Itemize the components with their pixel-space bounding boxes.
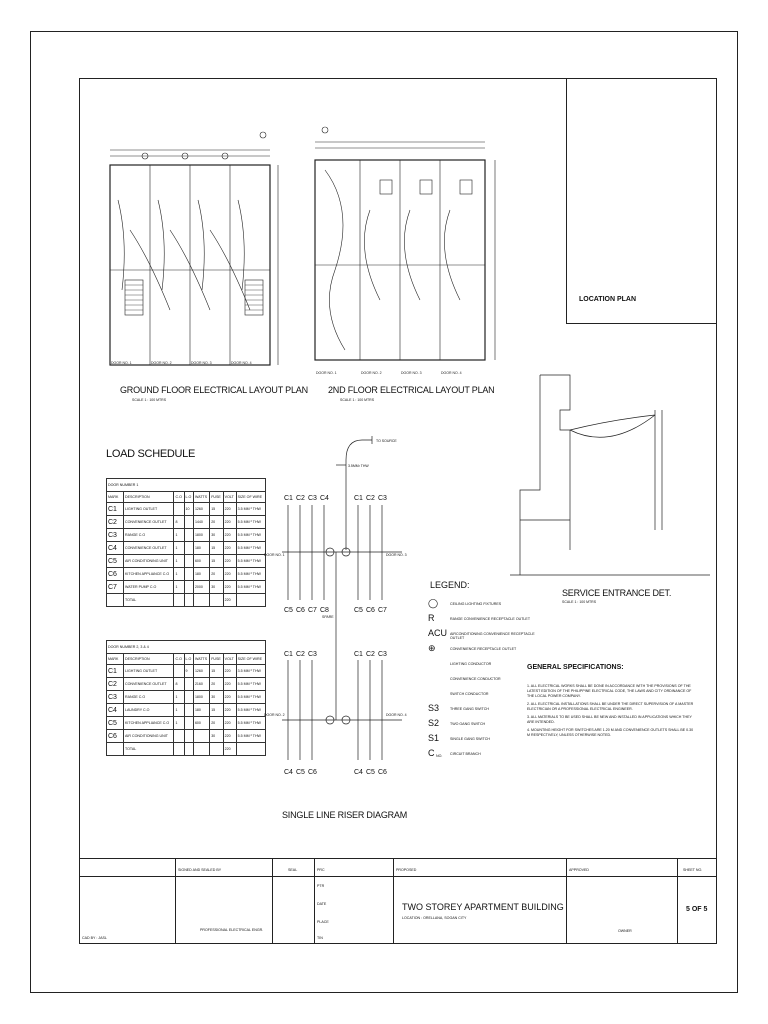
table-cell-fuse: 20	[210, 568, 223, 581]
table-row	[107, 581, 266, 594]
legend-label: SWITCH CONDUCTOR	[450, 692, 489, 696]
table-cell-desc: CONVENIENCE OUTLET	[124, 542, 174, 555]
legend-label: SINGLE GANG SWITCH	[450, 737, 490, 741]
table-cell-lo	[184, 743, 193, 756]
header-cell: SIZE OF WIRE	[236, 492, 265, 503]
table-cell-mark: C6	[107, 568, 124, 581]
table-cell-lo	[184, 678, 193, 691]
riser-circuit-label: C3	[308, 651, 317, 658]
header-cell: DESCRIPTION	[124, 654, 174, 665]
table-cell-wire: 5.5 MM ² THW	[236, 678, 265, 691]
riser-circuit-label: C4	[284, 769, 293, 776]
riser-circuit-label: C4	[320, 495, 329, 502]
load-schedule-title: LOAD SCHEDULE	[106, 448, 196, 460]
table-row	[107, 691, 266, 704]
table-cell-wire: 5.5 MM ² THW	[236, 581, 265, 594]
table-cell-co: 1	[174, 704, 184, 717]
table-cell-wire: 5.5 MM ² THW	[236, 542, 265, 555]
table-cell-watts	[193, 594, 209, 607]
table-cell-watts: 1260	[193, 503, 209, 516]
table-cell-desc: LIGHTING OUTLET	[124, 665, 174, 678]
table-row	[107, 555, 266, 568]
table-cell-fuse	[210, 743, 223, 756]
drawn-by-label: CAD BY : JASL	[82, 936, 107, 940]
riser-circuit-label: C2	[366, 495, 375, 502]
header-cell: FUSE	[210, 492, 223, 503]
table-cell-co	[174, 730, 184, 743]
riser-circuit-label: C5	[284, 607, 293, 614]
table-cell-wire: 5.5 MM ² THW	[236, 704, 265, 717]
legend-label: CIRCUIT BRANCH	[450, 752, 481, 756]
sheet-no-label: SHEET NO.	[683, 868, 703, 872]
table-cell-lo	[184, 542, 193, 555]
table-row	[107, 730, 266, 743]
table-cell-lo	[184, 730, 193, 743]
table-cell-desc: LIGHTING OUTLET	[124, 503, 174, 516]
table-cell-co: 1	[174, 542, 184, 555]
table-cell-fuse: 15	[210, 542, 223, 555]
table-cell-fuse: 30	[210, 691, 223, 704]
table-cell-desc: TOTAL	[124, 594, 174, 607]
title-block-divider	[175, 858, 176, 944]
riser-circuit-label: C3	[308, 495, 317, 502]
table-cell-mark: C2	[107, 678, 124, 691]
table-cell-volt: 220	[223, 542, 236, 555]
table-cell-mark: C6	[107, 730, 124, 743]
legend-label: CONVENIENCE CONDUCTOR	[450, 677, 501, 681]
service-entrance-scale: SCALE 1 : 100 MTRS	[562, 600, 597, 604]
riser-door-label: DOOR NO. 2	[264, 713, 285, 717]
table-row	[107, 516, 266, 529]
plan-title-text: 2ND FLOOR ELECTRICAL LAYOUT PLAN	[328, 385, 495, 395]
table-cell-mark	[107, 594, 124, 607]
table-cell-co: 1	[174, 691, 184, 704]
header-cell: WATTS	[193, 492, 209, 503]
table-cell-wire: 5.5 MM ² THW	[236, 529, 265, 542]
riser-spare-label: SPARE	[322, 615, 334, 619]
second-floor-plan-title	[328, 385, 494, 395]
header-cell: C.O	[174, 492, 184, 503]
header-cell: MARK	[107, 654, 124, 665]
table-cell-mark: C2	[107, 516, 124, 529]
legend-label: AIRCONDITIONING CONVENIENCE RECEPTACLE OUTLET	[450, 632, 535, 640]
header-cell: DESCRIPTION	[124, 492, 174, 503]
engineer-label: PROFESSIONAL ELECTRICAL ENGR.	[200, 928, 264, 932]
title-block-divider	[566, 858, 567, 944]
table-cell-desc: TOTAL	[124, 743, 174, 756]
table-cell-mark: C3	[107, 691, 124, 704]
table-cell-mark: C5	[107, 555, 124, 568]
owner-label: OWNER	[618, 929, 632, 933]
table-cell-watts: 1800	[193, 691, 209, 704]
table-cell-co: 8	[174, 678, 184, 691]
location-plan-title: LOCATION PLAN	[579, 296, 637, 303]
table-cell-watts: 2160	[193, 678, 209, 691]
riser-door-label: DOOR NO. 4	[386, 713, 407, 717]
table-cell-lo	[184, 704, 193, 717]
table-cell-mark: C4	[107, 542, 124, 555]
riser-circuit-label: C1	[284, 651, 293, 658]
table-cell-co: 8	[174, 516, 184, 529]
table-cell-watts: 1260	[193, 665, 209, 678]
table-cell-fuse: 20	[210, 717, 223, 730]
table-cell-mark: C3	[107, 529, 124, 542]
table-cell-co	[174, 743, 184, 756]
riser-circuit-label: C7	[378, 607, 387, 614]
legend-symbol-icon: S3	[428, 703, 440, 713]
legend-symbol-icon: C	[428, 748, 435, 758]
riser-circuit-label: C6	[308, 769, 317, 776]
riser-circuit-label: C5	[366, 769, 375, 776]
legend-label: CONVENIENCE RECEPTACLE OUTLET	[450, 647, 517, 651]
table-cell-mark: C1	[107, 503, 124, 516]
riser-circuit-label: C8	[320, 607, 329, 614]
table-body	[107, 665, 266, 756]
riser-circuit-label: C6	[378, 769, 387, 776]
specs-list	[527, 684, 697, 741]
riser-circuit-label: C3	[378, 651, 387, 658]
table-cell-mark: C5	[107, 717, 124, 730]
table-header-row	[107, 654, 266, 665]
riser-circuit-label: C7	[308, 607, 317, 614]
legend-title: LEGEND:	[430, 580, 470, 590]
table-row	[107, 717, 266, 730]
tin-label: TIN	[317, 936, 323, 940]
load-schedule-table-2	[106, 640, 266, 756]
riser-wire-label: 3.5MM² THW	[348, 464, 369, 468]
table-cell-volt: 220	[223, 594, 236, 607]
riser-door-label: DOOR NO. 3	[386, 553, 407, 557]
table-header-row	[107, 492, 266, 503]
table-cell-desc: LAUNDRY C.O	[124, 704, 174, 717]
table-row	[107, 743, 266, 756]
second-door-label: DOOR NO. 2	[361, 371, 382, 375]
table-row	[107, 542, 266, 555]
legend-label: THREE GANG SWITCH	[450, 707, 489, 711]
table-row	[107, 665, 266, 678]
header-cell: VOLT	[223, 492, 236, 503]
sheet-number: 5 OF 5	[686, 906, 708, 913]
table-cell-watts	[193, 743, 209, 756]
riser-circuit-label: C2	[296, 495, 305, 502]
legend-label: RANGE CONVENIENCE RECEPTACLE OUTLET	[450, 617, 531, 621]
table-body	[107, 503, 266, 607]
table-cell-lo	[184, 717, 193, 730]
project-title: TWO STOREY APARTMENT BUILDING	[402, 902, 564, 912]
table-cell-watts: 600	[193, 555, 209, 568]
table-cell-volt: 220	[223, 730, 236, 743]
table-cell-volt: 220	[223, 503, 236, 516]
riser-diagram	[262, 430, 422, 780]
table-cell-co	[174, 594, 184, 607]
second-door-label: DOOR NO. 4	[441, 371, 462, 375]
legend-label: TWO GANG SWITCH	[450, 722, 486, 726]
legend-symbol-icon: S2	[428, 718, 440, 728]
date-label: DATE	[317, 902, 327, 906]
table-caption: DOOR NUMBER 2, 3 & 4	[107, 641, 266, 654]
table-cell-desc: KITCHEN APPLIANCE C.O	[124, 717, 174, 730]
riser-door-label: DOOR NO. 1	[264, 553, 285, 557]
floor-plans-drawing	[80, 120, 560, 410]
table-cell-mark: C4	[107, 704, 124, 717]
table-caption: DOOR NUMBER 1	[107, 479, 266, 492]
legend-symbol-icon: S1	[428, 733, 440, 743]
ground-door-label: DOOR NO. 2	[151, 361, 172, 365]
header-cell: WATTS	[193, 654, 209, 665]
second-door-label: DOOR NO. 3	[401, 371, 422, 375]
table-cell-wire: 5.5 MM ² THW	[236, 691, 265, 704]
header-cell: C.O	[174, 654, 184, 665]
table-cell-lo	[184, 691, 193, 704]
project-location: LOCATION : ORELLANA, SOGAN CITY	[402, 916, 467, 920]
table-cell-fuse: 30	[210, 529, 223, 542]
table-cell-mark: C1	[107, 665, 124, 678]
table-cell-lo	[184, 594, 193, 607]
plan-title-text: GROUND FLOOR ELECTRICAL LAYOUT PLAN	[120, 385, 308, 395]
table-cell-watts: 180	[193, 542, 209, 555]
ground-floor-plan-title	[120, 385, 308, 395]
table-cell-fuse: 15	[210, 665, 223, 678]
ground-door-label: DOOR NO. 1	[111, 361, 132, 365]
table-row	[107, 678, 266, 691]
header-cell: L.O	[184, 492, 193, 503]
table-cell-volt: 220	[223, 704, 236, 717]
table-cell-watts	[193, 730, 209, 743]
table-cell-wire: 5.5 MM ² THW	[236, 730, 265, 743]
table-cell-watts: 2000	[193, 581, 209, 594]
ground-door-label: DOOR NO. 4	[231, 361, 252, 365]
spec-item: 3. ALL MATERIALS TO BE USED SHALL BE NEW AND INSTALLED IN APPLICATIONS WHICH THEY ARE INTENDED.	[527, 715, 692, 724]
table-row	[107, 704, 266, 717]
table-cell-co: 1	[174, 529, 184, 542]
table-cell-fuse: 20	[210, 516, 223, 529]
table-row	[107, 594, 266, 607]
specs-title: GENERAL SPECIFICATIONS:	[527, 664, 624, 671]
table-cell-volt: 220	[223, 665, 236, 678]
table-cell-desc: WATER PUMP C.O	[124, 581, 174, 594]
legend-symbol-icon: R	[428, 613, 435, 623]
second-floor-plan-scale: SCALE 1 : 100 MTRS	[340, 398, 375, 402]
table-cell-wire: 5.5 MM ² THW	[236, 568, 265, 581]
table-cell-watts: 180	[193, 704, 209, 717]
riser-circuit-label: C2	[296, 651, 305, 658]
legend-label: LIGHTING CONDUCTOR	[450, 662, 492, 666]
table-row	[107, 503, 266, 516]
table-cell-fuse: 30	[210, 730, 223, 743]
table-cell-volt: 220	[223, 691, 236, 704]
riser-circuit-label: C3	[378, 495, 387, 502]
table-cell-volt: 220	[223, 568, 236, 581]
ground-floor-plan-scale: SCALE 1 : 100 MTRS	[132, 398, 167, 402]
table-cell-volt: 220	[223, 678, 236, 691]
table-cell-fuse: 15	[210, 503, 223, 516]
table-cell-fuse: 15	[210, 704, 223, 717]
table-cell-desc: RANGE C.O	[124, 529, 174, 542]
table-cell-watts: 180	[193, 568, 209, 581]
table-cell-watts: 1440	[193, 516, 209, 529]
table-cell-desc: AIR CONDITIONING UNIT	[124, 730, 174, 743]
table-cell-lo	[184, 529, 193, 542]
riser-circuit-label: C6	[366, 607, 375, 614]
table-cell-co: 1	[174, 568, 184, 581]
header-cell: MARK	[107, 492, 124, 503]
table-cell-watts: 1800	[193, 529, 209, 542]
load-schedule-table-1	[106, 478, 266, 607]
proposed-label: PROPOSED	[396, 868, 417, 872]
table-cell-lo	[184, 555, 193, 568]
table-cell-desc: KITCHEN APPLIANCE C.O	[124, 568, 174, 581]
header-cell: VOLT	[223, 654, 236, 665]
table-row	[107, 568, 266, 581]
riser-circuit-label: C6	[296, 607, 305, 614]
table-cell-wire: 5.5 MM ² THW	[236, 516, 265, 529]
service-entrance-drawing	[510, 370, 710, 580]
table-cell-lo: 9	[184, 665, 193, 678]
title-block-divider	[272, 858, 273, 944]
place-label: PLACE	[317, 920, 329, 924]
table-cell-wire: 5.5 MM ² THW	[236, 555, 265, 568]
table-cell-co	[174, 665, 184, 678]
table-cell-volt: 220	[223, 717, 236, 730]
service-entrance-title: SERVICE ENTRANCE DET.	[562, 588, 672, 598]
table-cell-volt: 220	[223, 516, 236, 529]
table-cell-co: 1	[174, 581, 184, 594]
riser-circuit-label: C1	[284, 495, 293, 502]
table-cell-wire: 3.5 MM ² THW	[236, 503, 265, 516]
table-cell-volt: 220	[223, 581, 236, 594]
legend-circuit-subscript: NO.	[436, 754, 443, 758]
table-cell-fuse	[210, 594, 223, 607]
table-cell-fuse: 30	[210, 581, 223, 594]
table-row	[107, 529, 266, 542]
table-cell-lo	[184, 516, 193, 529]
table-cell-co	[174, 503, 184, 516]
legend-symbol-icon: ACU	[428, 628, 448, 638]
spec-item: 4. MOUNTING HEIGHT FOR SWITCHES ARE 1.20 M AND CONVENIENCE OUTLETS SHALL BE 0.30 M RESPECTIVELY, UNLESS OTHERWISE NOTED.	[527, 728, 694, 737]
table-cell-volt: 220	[223, 529, 236, 542]
riser-diagram-title: SINGLE LINE RISER DIAGRAM	[282, 810, 408, 820]
legend-symbol-icon: ⊕	[428, 643, 436, 653]
table-cell-volt: 220	[223, 555, 236, 568]
table-cell-volt: 220	[223, 743, 236, 756]
spec-item: 2. ALL ELECTRICAL INSTALLATIONS SHALL BE UNDER THE DIRECT SUPERVISION OF A MASTER ELECTRICIAN OR A PROFESSIONAL ELECTRICAL ENGINEER.	[527, 702, 694, 711]
riser-source-label: TO SOURCE	[376, 439, 397, 443]
table-cell-watts: 600	[193, 717, 209, 730]
table-cell-mark: C7	[107, 581, 124, 594]
table-cell-fuse: 20	[210, 678, 223, 691]
table-cell-desc: AIR CONDITIONING UNIT	[124, 555, 174, 568]
location-plan-box	[566, 78, 717, 324]
table-cell-wire: 5.5 MM ² THW	[236, 717, 265, 730]
table-cell-wire: 3.5 MM ² THW	[236, 665, 265, 678]
ground-door-label: DOOR NO. 3	[191, 361, 212, 365]
riser-circuit-label: C2	[366, 651, 375, 658]
second-door-label: DOOR NO. 1	[316, 371, 337, 375]
ptr-label: PTR	[317, 884, 325, 888]
table-cell-desc: CONVENIENCE OUTLET	[124, 678, 174, 691]
table-cell-desc: RANGE C.O	[124, 691, 174, 704]
table-cell-fuse: 15	[210, 555, 223, 568]
riser-circuit-label: C5	[296, 769, 305, 776]
legend-label: CEILING LIGHTING FIXTURES	[450, 602, 502, 606]
table-cell-lo	[184, 581, 193, 594]
title-block-divider	[314, 858, 315, 944]
table-cell-lo	[184, 568, 193, 581]
prc-label: PRC	[317, 868, 325, 872]
riser-circuit-label: C1	[354, 651, 363, 658]
spec-item: 1. ALL ELECTRICAL WORKS SHALL BE DONE IN ACCORDANCE WITH THE PROVISIONS OF THE LATEST EDITION OF THE PHILIPPINE ELECTRICAL CODE, THE LAWS AND CITY ORDINANCE OF THE LOCAL POWER COMPANY.	[527, 684, 692, 698]
seal-label: SEAL	[288, 868, 298, 872]
riser-circuit-label: C5	[354, 607, 363, 614]
table-cell-desc: CONVENIENCE OUTLET	[124, 516, 174, 529]
table-cell-mark	[107, 743, 124, 756]
table-cell-lo: 10	[184, 503, 193, 516]
signed-label: SIGNED AND SEALED BY	[178, 868, 222, 872]
header-cell: L.O	[184, 654, 193, 665]
title-block-divider	[393, 858, 394, 944]
title-block-divider	[677, 858, 678, 944]
legend-symbol-icon: ◯	[428, 598, 439, 608]
riser-circuit-label: C1	[354, 495, 363, 502]
header-cell: FUSE	[210, 654, 223, 665]
riser-circuit-label: C4	[354, 769, 363, 776]
table-cell-co: 1	[174, 555, 184, 568]
header-cell: SIZE OF WIRE	[236, 654, 265, 665]
table-cell-co: 1	[174, 717, 184, 730]
approved-label: APPROVED	[569, 868, 589, 872]
